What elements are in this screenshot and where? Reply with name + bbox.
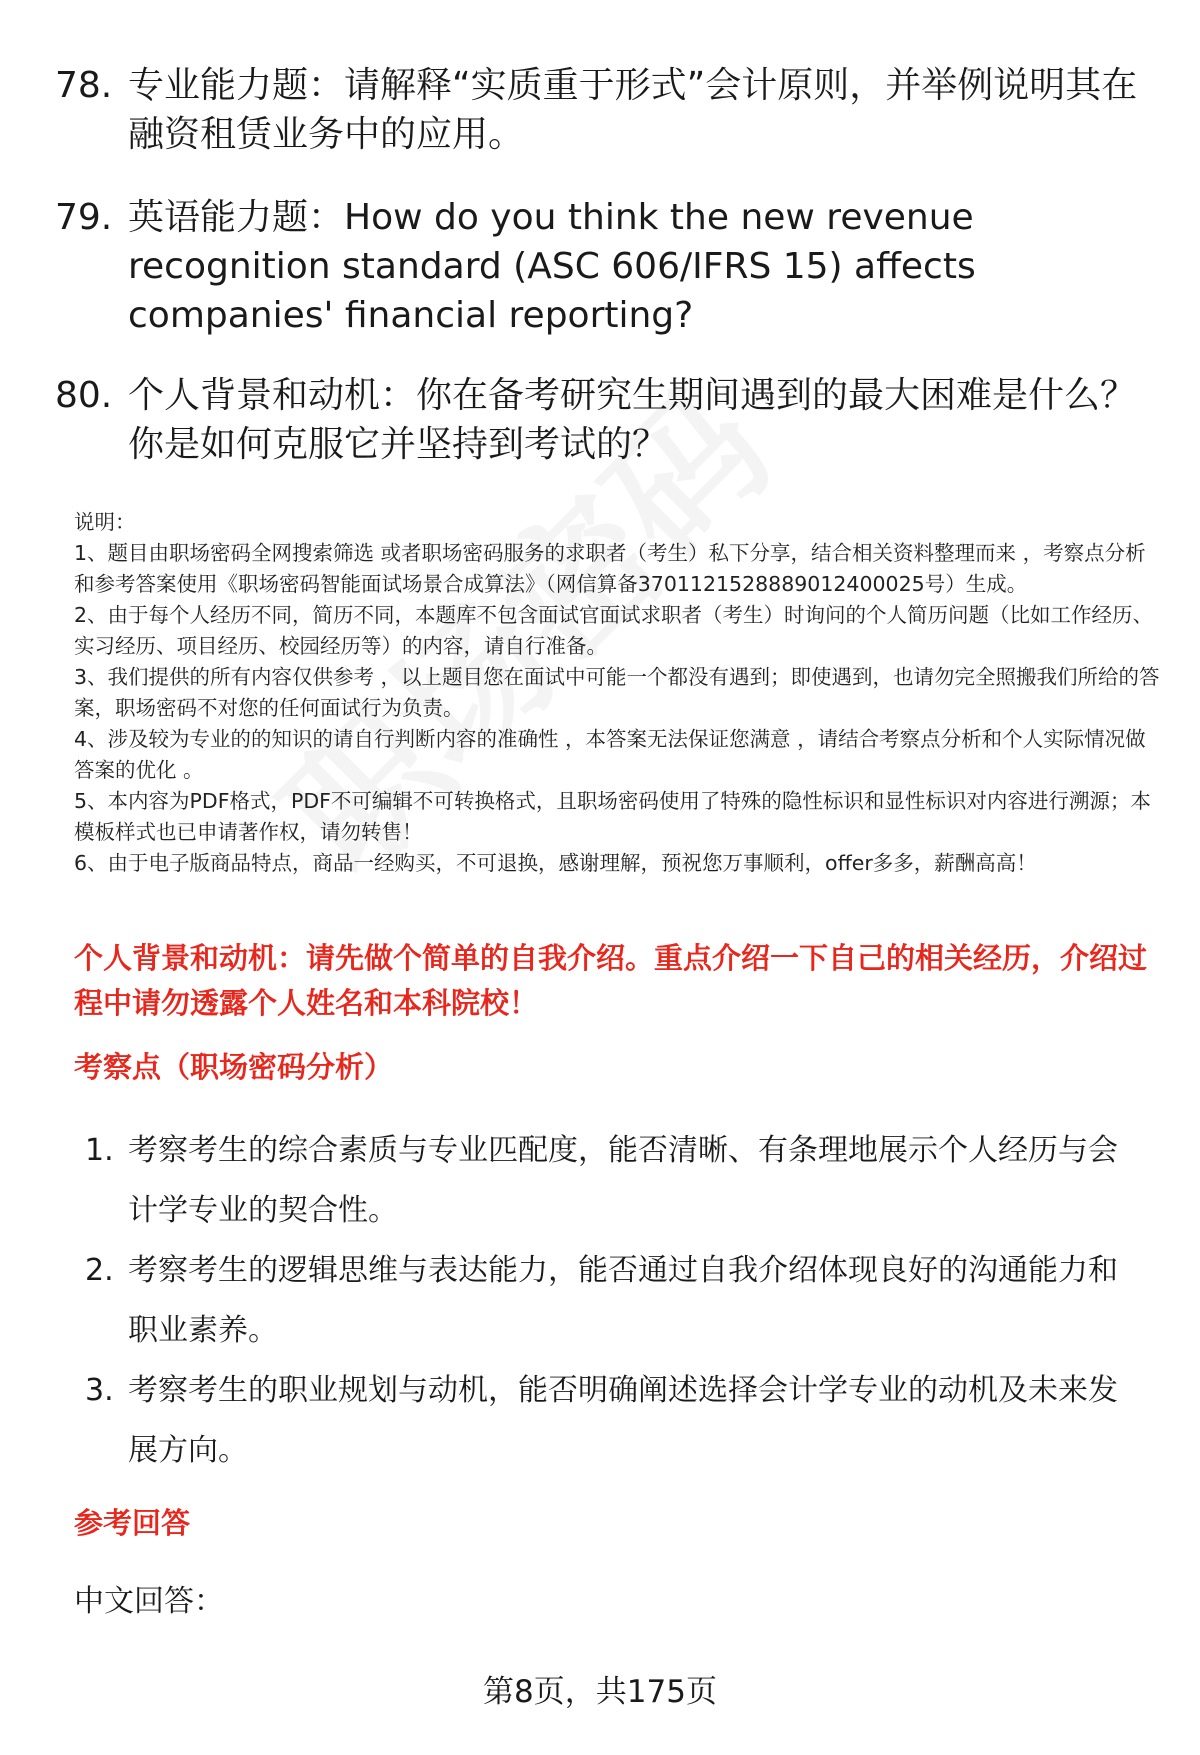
question-number: 80. [55,375,113,416]
note-item: 6、由于电子版商品特点，商品一经购买，不可退换，感谢理解，预祝您万事顺利，offer多多，薪酬高高！ [74,851,1037,875]
focus-list [85,1121,1145,1481]
question-text: 专业能力题：请解释“实质重于形式”会计原则，并举例说明其在融资租赁业务中的应用。 [128,65,1138,155]
note-item: 5、本内容为PDF格式，PDF不可编辑不可转换格式，且职场密码使用了特殊的隐性标识和显性标识对内容进行溯源；本模板样式也已申请著作权，请勿转售！ [74,789,1151,844]
focus-item-number: 2. [85,1253,114,1288]
note-item: 4、涉及较为专业的的知识的请自行判断内容的准确性 ，本答案无法保证您满意 ，请结合考察点分析和个人实际情况做答案的优化 。 [74,727,1146,782]
focus-item [85,1361,1145,1481]
focus-item-text: 考察考生的逻辑思维与表达能力，能否通过自我介绍体现良好的沟通能力和职业素养。 [128,1253,1118,1348]
chinese-answer-label: 中文回答： [74,1584,224,1619]
question-79 [55,193,1145,340]
focus-item [85,1241,1145,1361]
page-footer: 第8页，共175页 [483,1674,717,1710]
notes-heading: 说明： [74,510,136,534]
question-text: 个人背景和动机：你在备考研究生期间遇到的最大困难是什么？你是如何克服它并坚持到考试的？ [128,375,1137,465]
disclaimer-notes [74,507,1164,879]
question-text: 英语能力题：How do you think the new revenue recognition standard (ASC 606/IFRS 15) affects companies' financial reporting? [128,197,976,336]
focus-item-text: 考察考生的职业规划与动机，能否明确阐述选择会计学专业的动机及未来发展方向。 [128,1373,1118,1468]
note-item: 3、我们提供的所有内容仅供参考 ，以上题目您在面试中可能一个都没有遇到；即使遇到，也请勿完全照搬我们所给的答案，职场密码不对您的任何面试行为负责。 [74,665,1160,720]
focus-item-number: 3. [85,1373,114,1408]
note-item: 2、由于每个人经历不同，简历不同，本题库不包含面试官面试求职者（考生）时询问的个人简历问题（比如工作经历、实习经历、项目经历、校园经历等）的内容，请自行准备。 [74,603,1154,658]
question-number: 79. [55,197,113,238]
reference-title: 参考回答 [74,1506,191,1540]
question-80 [55,371,1145,469]
interview-prompt: 个人背景和动机：请先做个简单的自我介绍。重点介绍一下自己的相关经历，介绍过程中请勿透露个人姓名和本科院校！ [74,941,1148,1020]
focus-item-text: 考察考生的综合素质与专业匹配度，能否清晰、有条理地展示个人经历与会计学专业的契合性。 [128,1133,1118,1228]
focus-item-number: 1. [85,1133,114,1168]
focus-item [85,1121,1145,1241]
question-78 [55,61,1145,159]
focus-title: 考察点（职场密码分析） [74,1050,394,1084]
note-item: 1、题目由职场密码全网搜索筛选 或者职场密码服务的求职者（考生）私下分享，结合相关资料整理而来 ，考察点分析和参考答案使用《职场密码智能面试场景合成算法》（网信算备3701121528889012400025号）生成。 [74,541,1146,596]
question-number: 78. [55,65,113,106]
